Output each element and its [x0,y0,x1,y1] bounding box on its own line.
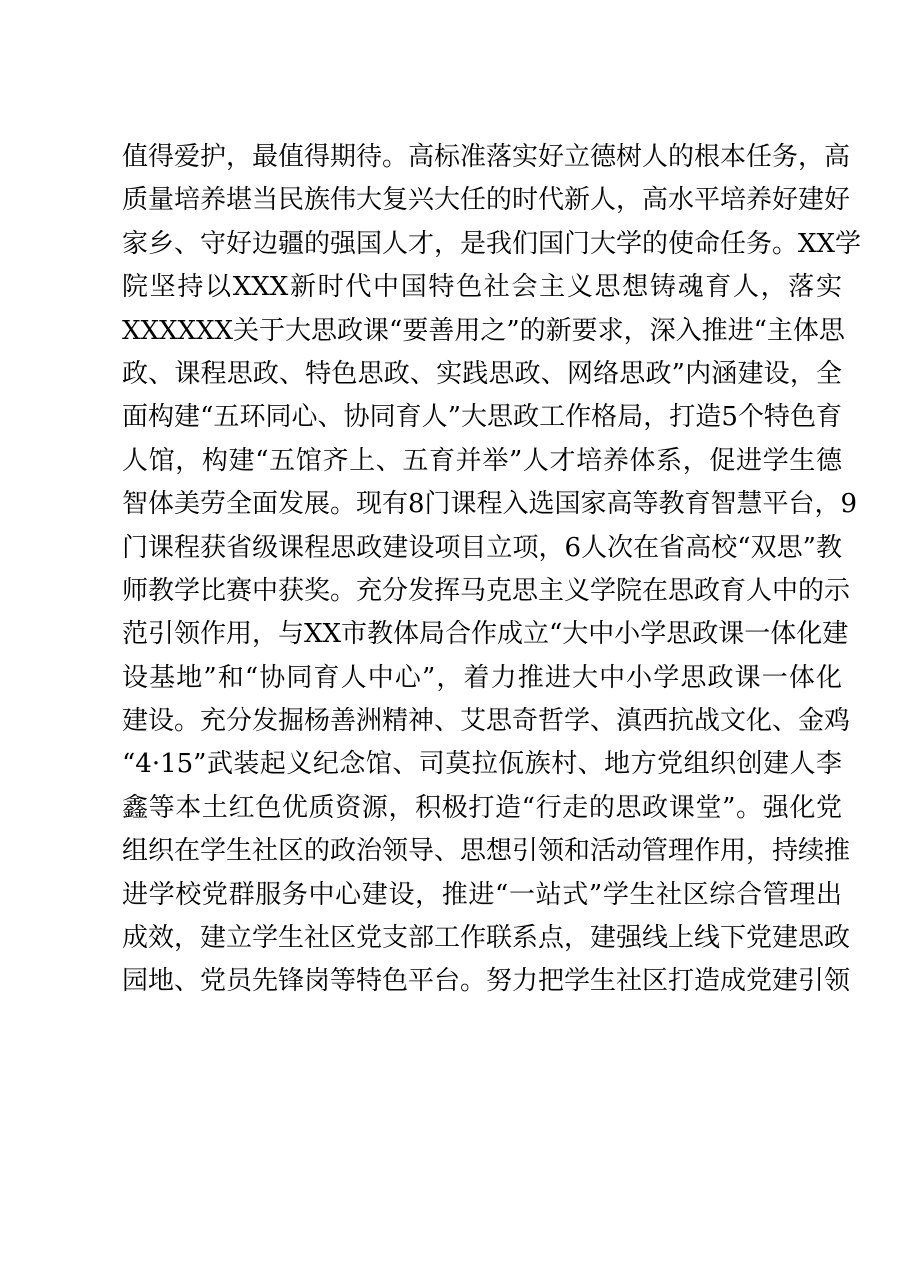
text-line: 园地、党员先锋岗等特色平台。努力把学生社区打造成党建引领 [122,966,851,997]
text-line: 建设。充分发掘杨善洲精神、艾思奇哲学、滇西抗战文化、金鸡 [122,706,851,737]
text-line: 门课程获省级课程思政建设项目立项，6人次在省高校“双思”教 [122,532,842,563]
text-line: 组织在学生社区的政治领导、思想引领和活动管理作用，持续推 [122,836,851,867]
text-line: 面构建“五环同心、协同育人”大思政工作格局，打造5个特色育 [122,402,842,433]
text-line: 值得爱护，最值得期待。高标准落实好立德树人的根本任务，高 [122,142,851,172]
text-line: 政、课程思政、特色思政、实践思政、网络思政”内涵建设，全 [122,358,842,389]
text-line: 人馆，构建“五馆齐上、五育并举”人才培养体系，促进学生德 [122,445,842,476]
text-line: 院坚持以XXX新时代中国特色社会主义思想铸魂育人，落实 [122,272,842,303]
text-line: 成效，建立学生社区党支部工作联系点，建强线上线下党建思政 [122,923,851,954]
text-line: 智体美劳全面发展。现有8门课程入选国家高等教育智慧平台，9 [122,489,858,520]
text-line: 范引领作用，与XX市教体局合作成立“大中小学思政课一体化建 [122,619,849,650]
text-line: 进学校党群服务中心建设，推进“一站式”学生社区综合管理出 [122,879,842,910]
text-line: XXXXXX关于大思政课“要善用之”的新要求，深入推进“主体思 [122,315,845,346]
text-line: 家乡、守好边疆的强国人才，是我们国门大学的使命任务。XX学 [122,228,862,259]
text-line: 鑫等本土红色优质资源，积极打造“行走的思政课堂”。强化党 [122,792,842,823]
text-line: 师教学比赛中获奖。充分发挥马克思主义学院在思政育人中的示 [122,575,851,606]
text-line: 设基地”和“协同育人中心”，着力推进大中小学思政课一体化 [122,662,842,693]
body-paragraph [122,136,862,1004]
text-line: “4·15”武装起义纪念馆、司莫拉佤族村、地方党组织创建人李 [122,749,842,780]
text-line: 质量培养堪当民族伟大复兴大任的时代新人，高水平培养好建好 [122,185,851,216]
